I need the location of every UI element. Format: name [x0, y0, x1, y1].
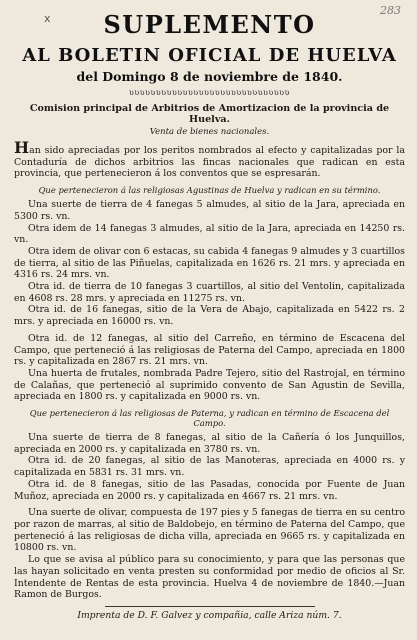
list-item: Una huerta de frutales, nombrada Padre Tejero, sitio del Rastrojal, en término de Calañas, que perteneció al suprimido convento de San Agustin de Sevilla, apreciada en 1800 rs. y capitalizada en 9000 rs. vn. — [14, 367, 405, 403]
intro-text: an sido apreciadas por los peritos nombrados al efecto y capitalizadas por la Contaduría de dichos arbitrios las fincas nacionales que radican en esta provincia, que pertenecieron á los conventos que se espresarán. — [14, 145, 405, 180]
section-heading-agustinas: Que pertenecieron á las religiosas Agustinas de Huelva y radican en su término. — [38, 185, 381, 196]
folio-number: 283 — [380, 4, 401, 17]
list-item: Otra id. de 20 fanegas, al sitio de las Manoteras, apreciada en 4000 rs. y capitalizada en 5831 rs. 31 mrs. vn. — [14, 455, 405, 479]
page-subtitle: AL BOLETIN OFICIAL DE HUELVA — [22, 45, 397, 66]
page-title: SUPLEMENTO — [103, 10, 316, 39]
list-item: Una suerte de tierra de 8 fanegas, al sitio de la Cañería ó los Junquillos, apreciada en 2000 rs. y capitalizada en 3780 rs. vn. — [14, 432, 405, 455]
imprint-line: Imprenta de D. F. Galvez y compañia, calle Ariza núm. 7. — [77, 609, 342, 621]
intro-paragraph — [14, 138, 405, 180]
divider — [105, 606, 315, 607]
list-item: Otra id. de 8 fanegas, sitio de las Pasadas, conocida por Fuente de Juan Muñoz, apreciada en 2000 rs. y capitalizada en 4667 rs. 21 mrs. vn. — [14, 478, 405, 502]
list-item: Una suerte de tierra de 4 fanegas 5 almudes, al sitio de la Jara, apreciada en 5300 rs. vn. — [14, 199, 405, 222]
list-item: Otra id. de tierra de 10 fanegas 3 cuartillos, al sitio del Ventolin, capitalizada en 4608 rs. 28 mrs. y apreciada en 11275 rs. vn. — [14, 281, 405, 304]
comision-heading: Comision principal de Arbitrios de Amortizacion de la provincia de Huelva. — [29, 103, 390, 125]
list-item: Otra id. de 16 fanegas, sitio de la Vera de Abajo, capitalizada en 5422 rs. 2 mrs. y apreciada en 16000 rs. vn. — [14, 304, 405, 328]
closing-paragraph: Lo que se avisa al público para su conocimiento, y para que las personas que las hayan solicitado en venta presten su conformidad por medio de oficios al Sr. Intendente de Rentas de esta provincia. Huelva 4 de noviembre de 1840.—Juan Ramon de Burgos. — [14, 554, 405, 601]
handwritten-x-mark: x — [44, 12, 51, 25]
drop-cap: H — [14, 138, 30, 157]
list-item: Otra id. de 12 fanegas, al sitio del Carreño, en término de Escacena del Campo, que perteneció á las religiosas de Paterna del Campo, apreciada en 1800 rs. y capitalizada en 2867 rs. 21 mrs. vn. — [14, 332, 405, 368]
ornamental-rule: ʋʋʋʋʋʋʋʋʋʋʋʋʋʋʋʋʋʋʋʋʋʋʋʋʋʋʋʋʋʋ — [129, 88, 290, 97]
list-item: Una suerte de olivar, compuesta de 197 pies y 5 fanegas de tierra en su centro por razon de marras, al sitio de Baldobejo, en término de Paterna del Campo, que perteneció á las religiosas de dicha villa, apreciada en 9665 rs. y capitalizada en 10800 rs. vn. — [14, 507, 405, 554]
date-line: del Domingo 8 de noviembre de 1840. — [76, 69, 343, 84]
venta-subheading: Venta de bienes nacionales. — [149, 127, 270, 137]
section-heading-paterna: Que pertenecieron á las religiosas de Paterna, y radican en término de Escacena del Campo. — [29, 408, 390, 429]
list-item: Otra idem de olivar con 6 estacas, su cabida 4 fanegas 9 almudes y 3 cuartillos de tierra, al sitio de las Piñuelas, capitalizada en 1626 rs. 21 mrs. y apreciada en 4316 rs. 24 mrs. vn. — [14, 245, 405, 281]
list-item: Otra idem de 14 fanegas 3 almudes, al sitio de la Jara, apreciada en 14250 rs. vn. — [14, 222, 405, 246]
